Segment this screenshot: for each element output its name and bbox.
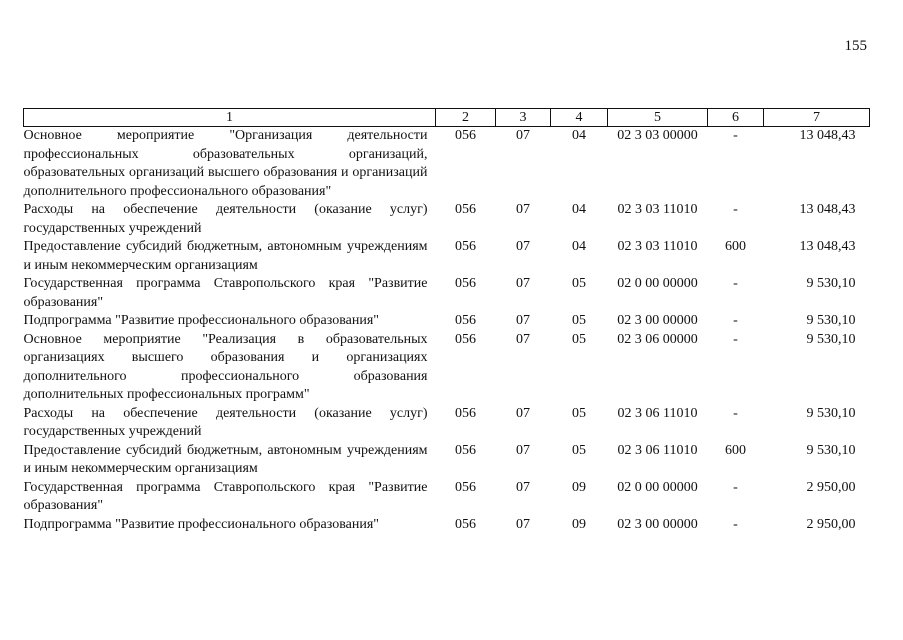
header-col-2: 2 bbox=[436, 109, 496, 127]
table-row bbox=[24, 479, 870, 516]
row-amount: 9 530,10 bbox=[806, 313, 856, 328]
row-expense-type: - bbox=[733, 276, 738, 291]
row-target-article: 02 0 00 00000 bbox=[617, 479, 698, 495]
header-col-4: 4 bbox=[551, 109, 608, 127]
row-subsection: 05 bbox=[572, 331, 586, 347]
row-amount: 13 048,43 bbox=[799, 239, 856, 254]
row-subsection: 04 bbox=[572, 239, 586, 254]
row-code-ministry: 056 bbox=[455, 239, 476, 254]
row-section: 07 bbox=[516, 202, 530, 217]
row-target-article: 02 3 00 00000 bbox=[617, 313, 698, 328]
row-expense-type: - bbox=[733, 202, 738, 217]
row-subsection: 04 bbox=[572, 202, 586, 217]
header-col-3: 3 bbox=[496, 109, 551, 127]
row-amount: 13 048,43 bbox=[799, 128, 856, 143]
header-col-5: 5 bbox=[608, 109, 708, 127]
header-col-6: 6 bbox=[708, 109, 764, 127]
row-code-ministry: 056 bbox=[455, 405, 476, 421]
header-col-1: 1 bbox=[24, 109, 436, 127]
row-section: 07 bbox=[516, 239, 530, 254]
row-subsection: 05 bbox=[572, 442, 586, 458]
row-target-article: 02 3 03 11010 bbox=[617, 202, 698, 217]
row-expense-type: - bbox=[733, 313, 738, 328]
row-code-ministry: 056 bbox=[455, 442, 476, 458]
row-target-article: 02 0 00 00000 bbox=[617, 276, 698, 291]
row-code-ministry: 056 bbox=[455, 331, 476, 347]
row-name: Государственная программа Ставропольского края "Развитие образования" bbox=[23, 276, 428, 310]
row-expense-type: - bbox=[733, 479, 738, 495]
row-code-ministry: 056 bbox=[455, 516, 476, 532]
row-section: 07 bbox=[516, 276, 530, 291]
budget-table bbox=[23, 108, 870, 534]
table-row bbox=[24, 405, 870, 442]
row-subsection: 05 bbox=[572, 276, 586, 291]
row-name: Государственная программа Ставропольского края "Развитие образования" bbox=[23, 479, 428, 513]
row-target-article: 02 3 03 00000 bbox=[617, 128, 698, 143]
table-row bbox=[24, 331, 870, 405]
row-target-article: 02 3 00 00000 bbox=[617, 516, 698, 532]
row-code-ministry: 056 bbox=[455, 479, 476, 495]
row-expense-type: - bbox=[733, 331, 738, 347]
row-code-ministry: 056 bbox=[455, 276, 476, 291]
row-subsection: 09 bbox=[572, 516, 586, 532]
row-name: Расходы на обеспечение деятельности (оказание услуг) государственных учреждений bbox=[23, 405, 428, 439]
row-name: Подпрограмма "Развитие профессионального образования" bbox=[23, 516, 379, 532]
table-row bbox=[24, 312, 870, 331]
row-section: 07 bbox=[516, 331, 530, 347]
row-section: 07 bbox=[516, 479, 530, 495]
row-subsection: 04 bbox=[572, 128, 586, 143]
row-target-article: 02 3 06 11010 bbox=[617, 442, 698, 458]
row-name: Предоставление субсидий бюджетным, автономным учреждениям и иным некоммерческим организациям bbox=[23, 239, 428, 273]
row-code-ministry: 056 bbox=[455, 313, 476, 328]
table-row bbox=[24, 201, 870, 238]
row-subsection: 05 bbox=[572, 313, 586, 328]
page-number: 155 bbox=[844, 38, 867, 54]
row-section: 07 bbox=[516, 516, 530, 532]
table-row bbox=[24, 275, 870, 312]
table-row bbox=[24, 127, 870, 202]
row-expense-type: - bbox=[733, 405, 738, 421]
row-section: 07 bbox=[516, 405, 530, 421]
row-section: 07 bbox=[516, 128, 530, 143]
row-amount: 2 950,00 bbox=[806, 516, 856, 532]
row-amount: 9 530,10 bbox=[806, 405, 856, 421]
row-amount: 2 950,00 bbox=[806, 479, 856, 495]
row-expense-type: - bbox=[733, 128, 738, 143]
row-section: 07 bbox=[516, 442, 530, 458]
header-col-7: 7 bbox=[764, 109, 870, 127]
row-target-article: 02 3 03 11010 bbox=[617, 239, 698, 254]
row-expense-type: 600 bbox=[725, 239, 746, 254]
table-row bbox=[24, 238, 870, 275]
table-row bbox=[24, 442, 870, 479]
table-row bbox=[24, 516, 870, 535]
row-section: 07 bbox=[516, 313, 530, 328]
table-header-row bbox=[24, 109, 870, 127]
row-name: Предоставление субсидий бюджетным, автономным учреждениям и иным некоммерческим организациям bbox=[23, 442, 428, 476]
row-name: Подпрограмма "Развитие профессионального образования" bbox=[23, 313, 379, 328]
row-amount: 13 048,43 bbox=[799, 202, 856, 217]
row-expense-type: 600 bbox=[725, 442, 746, 458]
row-subsection: 05 bbox=[572, 405, 586, 421]
row-target-article: 02 3 06 11010 bbox=[617, 405, 698, 421]
row-target-article: 02 3 06 00000 bbox=[617, 331, 698, 347]
row-name: Основное мероприятие "Реализация в образовательных организациях высшего образования и организациях дополнительного профессионального образования дополнительных профессиональных программ" bbox=[23, 331, 428, 402]
row-code-ministry: 056 bbox=[455, 128, 476, 143]
row-code-ministry: 056 bbox=[455, 202, 476, 217]
row-name: Расходы на обеспечение деятельности (оказание услуг) государственных учреждений bbox=[23, 202, 428, 236]
row-amount: 9 530,10 bbox=[806, 442, 856, 458]
row-amount: 9 530,10 bbox=[806, 276, 856, 291]
row-subsection: 09 bbox=[572, 479, 586, 495]
row-name: Основное мероприятие "Организация деятельности профессиональных образовательных организаций, образовательных организаций высшего образования и организаций дополнительного профессионального образования" bbox=[23, 128, 428, 199]
row-amount: 9 530,10 bbox=[806, 331, 856, 347]
row-expense-type: - bbox=[733, 516, 738, 532]
